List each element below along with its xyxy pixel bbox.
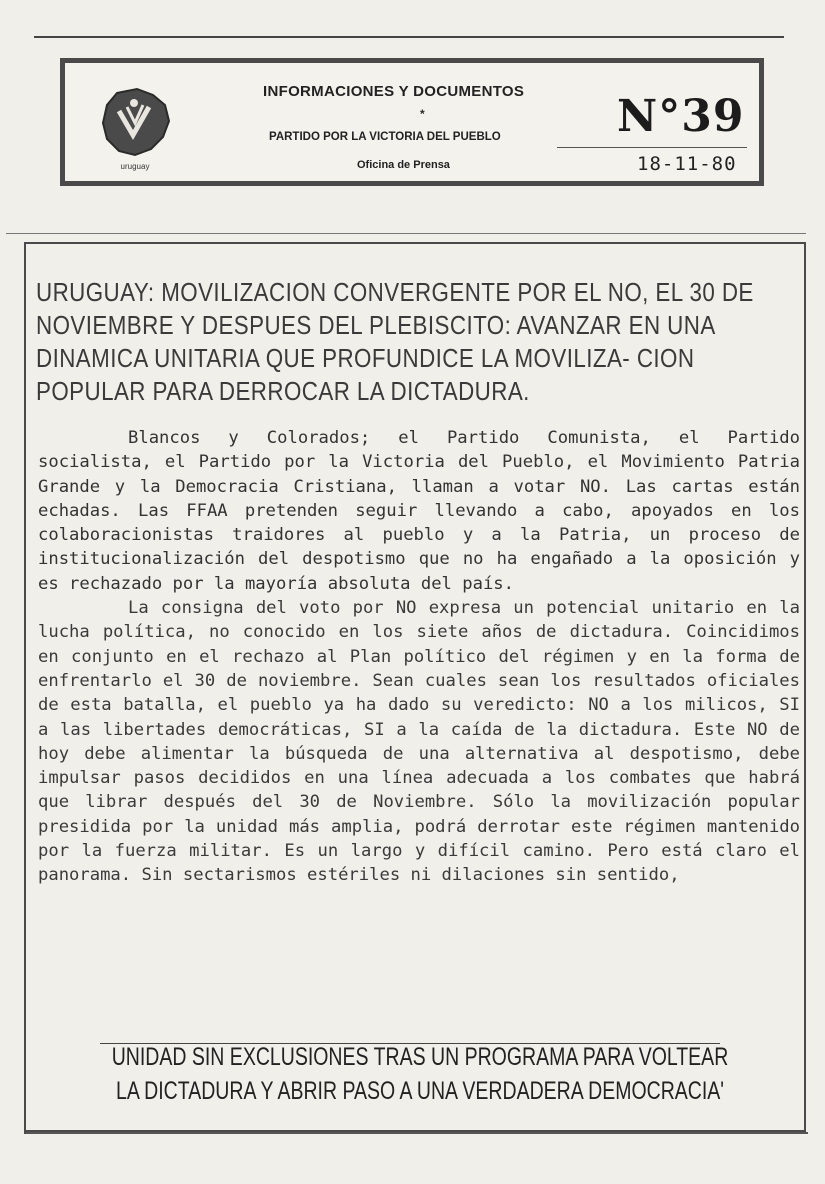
masthead-star: * xyxy=(420,107,425,121)
logo-caption: uruguay xyxy=(120,162,150,171)
closing-slogan xyxy=(69,1040,771,1108)
top-rule xyxy=(34,36,784,38)
masthead xyxy=(60,58,764,186)
uruguay-map-logo-icon xyxy=(97,85,173,169)
slogan-line-2: LA DICTADURA Y ABRIR PASO A UNA VERDADERA DEMOCRACIA' xyxy=(115,1077,725,1105)
article-body xyxy=(38,426,800,888)
issue-date: 18-11-80 xyxy=(637,153,737,175)
press-office: Oficina de Prensa xyxy=(357,159,450,171)
body-paragraph-1: Blancos y Colorados; el Partido Comunista, el Partido socialista, el Partido por la Victoria del Pueblo, el Movimiento Patria Grande y la Democracia Cristiana, llaman a votar NO. Las cartas están echadas. Las FFAA pretenden seguir llevando a cabo, apoyados en los colaboracionistas traidores al pueblo y a la Patria, un proceso de institucionalización del despotismo que no ha engañado a la oposición y es rechazado por la mayoría absoluta del país. xyxy=(38,428,800,594)
section-divider xyxy=(6,233,806,234)
body-paragraph-2: La consigna del voto por NO expresa un potencial unitario en la lucha política, no conocido en los siete años de dictadura. Coincidimos en conjunto en el rechazo al Plan político del régimen y en la forma de enfrentarlo el 30 de noviembre. Sean cuales sean los resultados oficiales de esta batalla, el pueblo ya ha dado su veredicto: NO a los milicos, SI a las libertades democráticas, SI a la caída de la dictadura. Este NO de hoy debe alimentar la búsqueda de una alternativa al despotismo, debe impulsar pasos decididos en una línea adecuada a los combates que habrá que librar después del 30 de Noviembre. Sólo la movilización popular presidida por la unidad más amplia, podrá derrotar este régimen mantenido por la fuerza militar. Es un largo y difícil camino. Pero está claro el panorama. Sin sectarismos estériles ni dilaciones sin sentido, xyxy=(38,598,800,886)
masthead-divider xyxy=(557,147,747,148)
masthead-title: INFORMACIONES Y DOCUMENTOS xyxy=(263,83,525,100)
issue-number: N°39 xyxy=(617,91,745,142)
party-name: PARTIDO POR LA VICTORIA DEL PUEBLO xyxy=(269,131,501,143)
slogan-line-1: UNIDAD SIN EXCLUSIONES TRAS UN PROGRAMA PARA VOLTEAR xyxy=(111,1043,729,1071)
article-headline: URUGUAY: MOVILIZACION CONVERGENTE POR EL NO, EL 30 DE NOVIEMBRE Y DESPUES DEL PLEBISCITO: AVANZAR EN UNA DINAMICA UNITARIA QUE PROFUNDICE LA MOVILIZA- CION POPULAR PARA DERROCAR LA DICTADURA. xyxy=(36,277,754,406)
bottom-rule xyxy=(26,1132,808,1134)
